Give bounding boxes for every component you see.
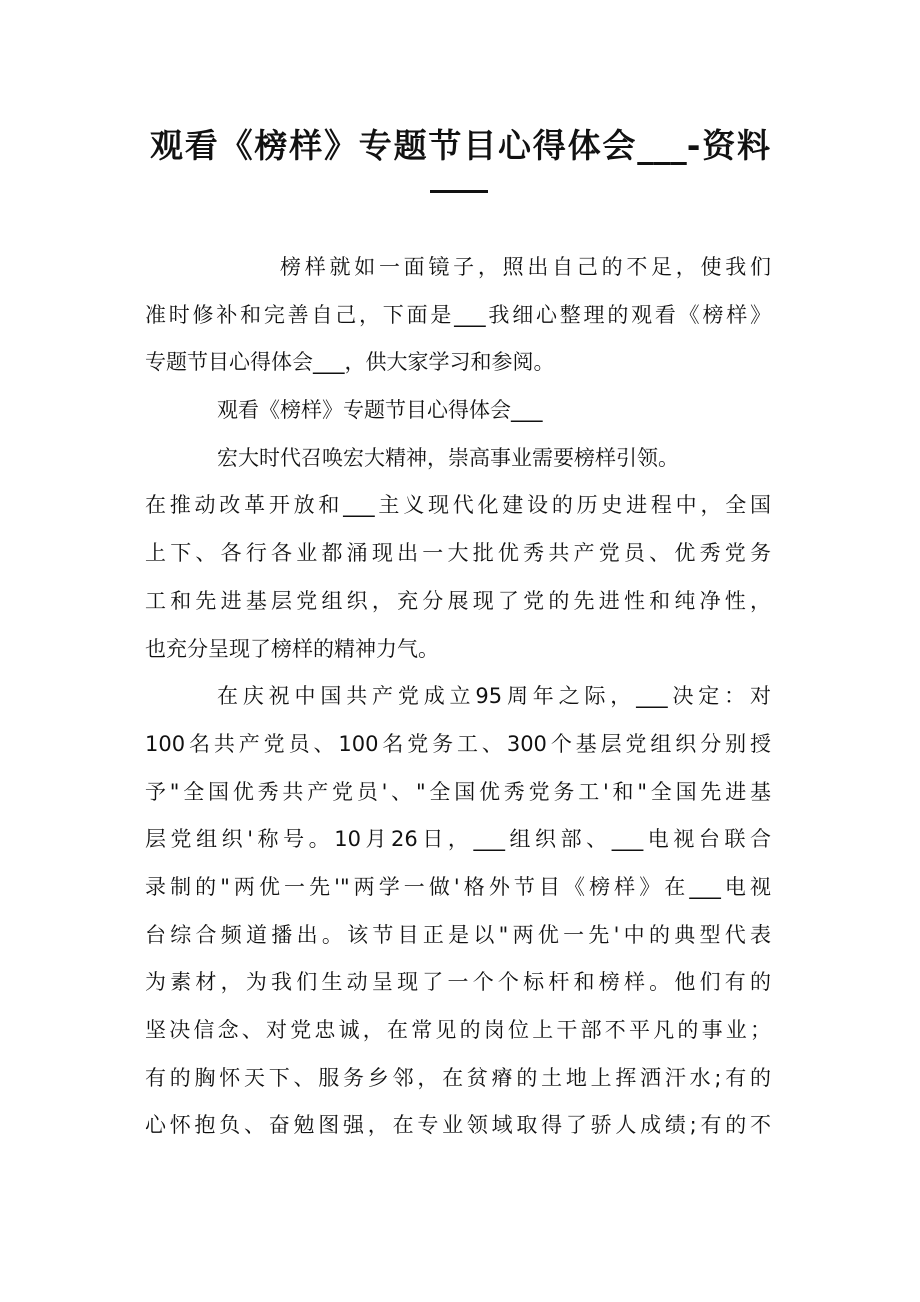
paragraph-line: 上下、各行各业都涌现出一大批优秀共产党员、优秀党务 [145,541,771,566]
paragraph-line: 层党组织'称号。10月26日，___组织部、___电视台联合 [145,827,771,852]
paragraph-line: 也充分呈现了榜样的精神力气。 [145,636,439,661]
paragraph-line: 工和先进基层党组织，充分展现了党的先进性和纯净性， [145,588,771,613]
paragraph-line: 准时修补和完善自己，下面是___我细心整理的观看《榜样》 [145,302,771,327]
paragraph-line: 在推动改革开放和___主义现代化建设的历史进程中，全国 [145,493,771,518]
paragraph-line: 榜样就如一面镜子，照出自己的不足，使我们 [280,255,771,279]
paragraph-line: 台综合频道播出。该节目正是以"两优一先'中的典型代表 [145,922,771,947]
paragraph-line: 坚决信念、对党忠诚，在常见的岗位上干部不平凡的事业； [145,1018,771,1042]
document-title: 观看《榜样》专题节目心得体会___-资料 [150,126,770,165]
paragraph-line: 宏大时代召唤宏大精神，崇高事业需要榜样引领。 [217,445,679,470]
paragraph-line: 有的胸怀天下、服务乡邻，在贫瘠的土地上挥洒汗水;有的 [145,1065,771,1090]
section-heading: 观看《榜样》专题节目心得体会___ [217,398,543,423]
paragraph-line: 录制的"两优一先'"两学一做'格外节目《榜样》在___电视 [145,874,771,899]
paragraph-line: 在庆祝中国共产党成立95周年之际，___决定：对 [217,684,771,709]
document-body [145,244,771,1150]
paragraph-line: 予"全国优秀共产党员'、"全国优秀党务工'和"全国先进基 [145,779,771,804]
paragraph-line: 为素材，为我们生动呈现了一个个标杆和榜样。他们有的 [145,970,771,995]
title-underline [430,190,488,193]
paragraph-line: 专题节目心得体会___，供大家学习和参阅。 [145,350,555,375]
paragraph-line: 100名共产党员、100名党务工、300个基层党组织分别授 [145,731,771,756]
paragraph-line: 心怀抱负、奋勉图强，在专业领域取得了骄人成绩;有的不 [145,1113,771,1138]
